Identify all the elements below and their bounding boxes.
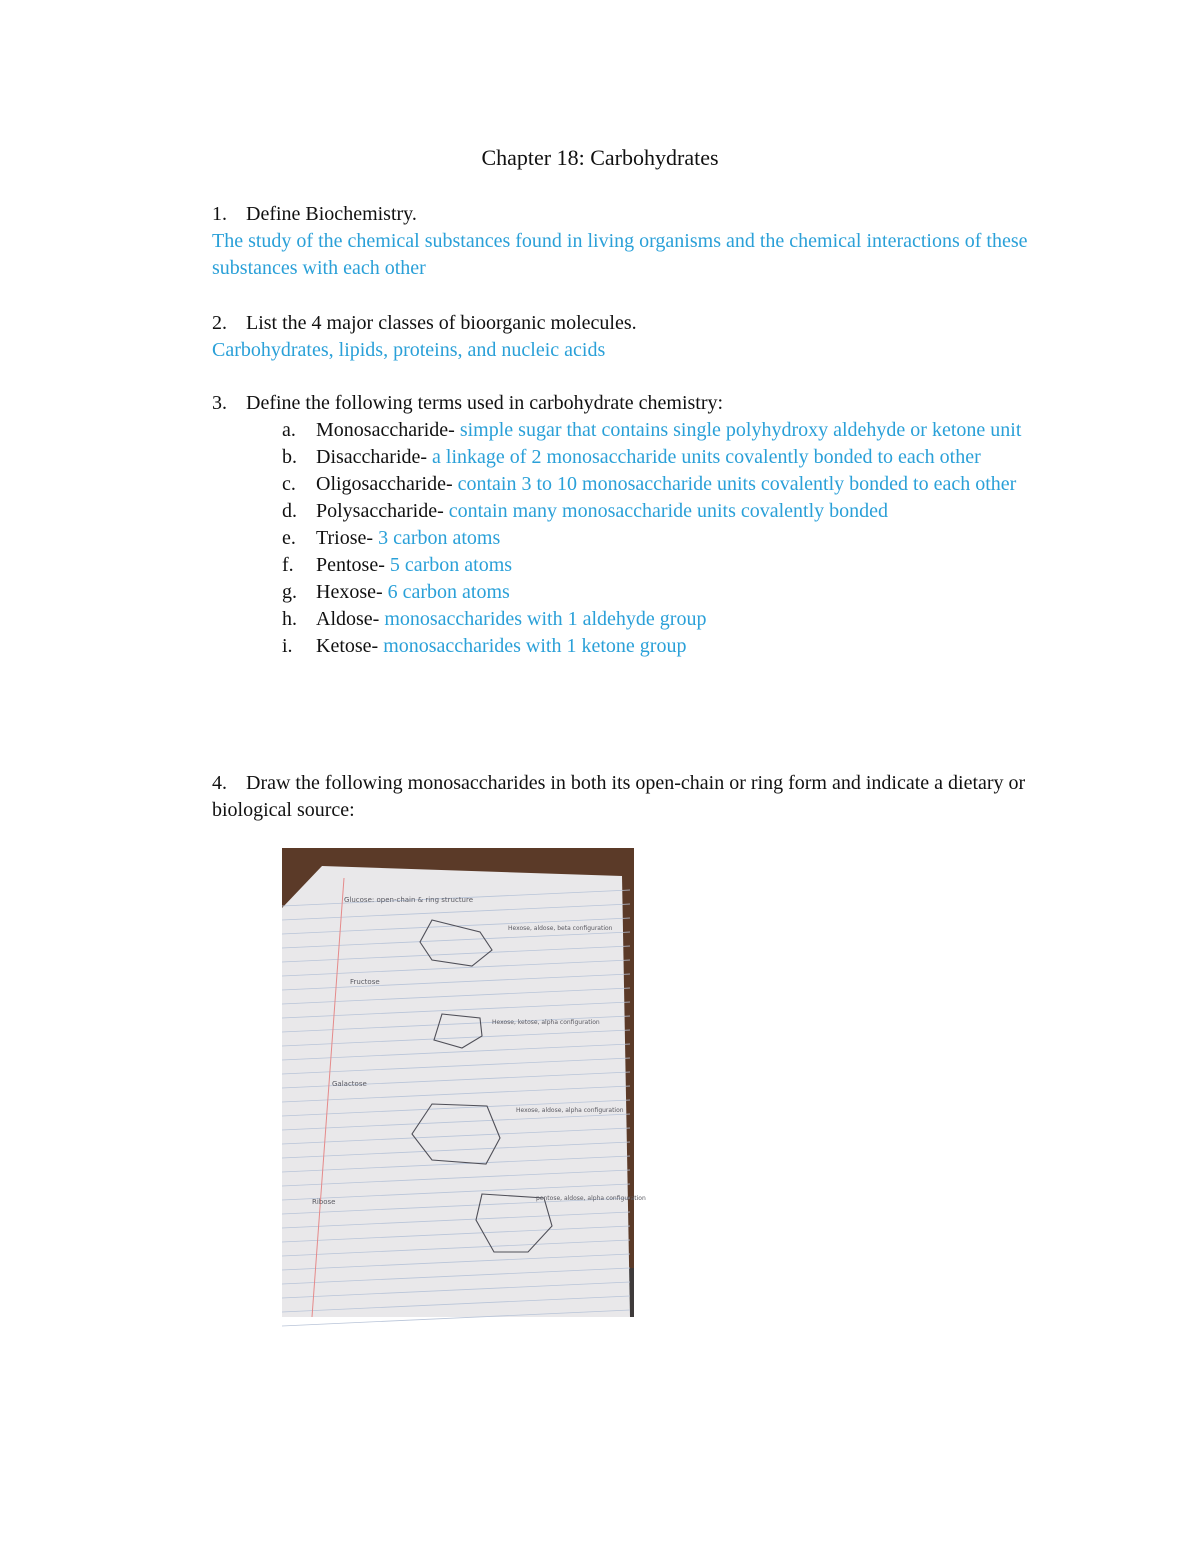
question-number: 1. bbox=[212, 203, 227, 225]
term-name: Hexose- bbox=[316, 581, 383, 603]
term-letter: g. bbox=[282, 581, 297, 603]
photo-heading: Galactose bbox=[332, 1080, 367, 1088]
term-letter: i. bbox=[282, 635, 293, 657]
term-definition: contain 3 to 10 monosaccharide units covalently bonded to each other bbox=[457, 473, 1017, 495]
term-item bbox=[282, 444, 1072, 471]
question-text: Draw the following monosaccharides in both its open-chain or ring form and indicate a dietary or biological source: bbox=[212, 772, 1026, 821]
term-item bbox=[282, 525, 1072, 552]
term-item bbox=[282, 417, 1072, 444]
photo-heading: Glucose: open-chain & ring structure bbox=[344, 896, 474, 904]
term-letter: h. bbox=[282, 608, 297, 630]
term-definition: 6 carbon atoms bbox=[387, 581, 510, 603]
term-name: Aldose- bbox=[316, 608, 380, 630]
question-4 bbox=[212, 770, 1072, 824]
term-definition: simple sugar that contains single polyhydroxy aldehyde or ketone unit bbox=[459, 419, 1022, 441]
term-name: Monosaccharide- bbox=[316, 419, 455, 441]
question-number: 4. bbox=[212, 772, 227, 794]
question-text: Define Biochemistry. bbox=[246, 203, 417, 225]
term-item bbox=[282, 633, 1072, 660]
question-3 bbox=[212, 390, 1072, 417]
answer-1: The study of the chemical substances found in living organisms and the chemical interactions of these substances with each other bbox=[212, 230, 1028, 279]
term-list bbox=[282, 417, 1072, 660]
term-name: Ketose- bbox=[316, 635, 379, 657]
answer-2: Carbohydrates, lipids, proteins, and nucleic acids bbox=[212, 339, 606, 361]
term-definition: 5 carbon atoms bbox=[389, 554, 513, 576]
term-item bbox=[282, 579, 1072, 606]
term-item bbox=[282, 606, 1072, 633]
question-number: 3. bbox=[212, 392, 227, 414]
question-text: Define the following terms used in carbohydrate chemistry: bbox=[246, 392, 724, 414]
photo-note: Hexose, ketose, alpha configuration bbox=[492, 1019, 600, 1026]
question-1 bbox=[212, 201, 1072, 228]
term-name: Pentose- bbox=[316, 554, 385, 576]
photo-note: Hexose, aldose, alpha configuration bbox=[516, 1107, 624, 1114]
term-letter: f. bbox=[282, 554, 294, 576]
term-item bbox=[282, 552, 1072, 579]
term-letter: c. bbox=[282, 473, 296, 495]
question-number: 2. bbox=[212, 312, 227, 334]
term-definition: a linkage of 2 monosaccharide units covalently bonded to each other bbox=[432, 446, 981, 468]
term-definition: monosaccharides with 1 ketone group bbox=[383, 635, 687, 657]
term-name: Disaccharide- bbox=[316, 446, 428, 468]
question-2 bbox=[212, 310, 1072, 337]
term-letter: e. bbox=[282, 527, 296, 549]
term-item bbox=[282, 471, 1072, 498]
notebook-photo bbox=[282, 848, 646, 1317]
term-definition: 3 carbon atoms bbox=[378, 527, 501, 549]
term-letter: a. bbox=[282, 419, 296, 441]
term-name: Triose- bbox=[316, 527, 374, 549]
question-text: List the 4 major classes of bioorganic molecules. bbox=[246, 312, 637, 334]
page-title: Chapter 18: Carbohydrates bbox=[481, 145, 719, 170]
photo-heading: Ribose bbox=[312, 1198, 336, 1206]
term-definition: contain many monosaccharide units covalently bonded bbox=[448, 500, 889, 522]
notebook-photo-drawing bbox=[282, 848, 646, 1317]
photo-note: pentose, aldose, alpha configuration bbox=[536, 1195, 646, 1202]
term-letter: b. bbox=[282, 446, 297, 468]
term-definition: monosaccharides with 1 aldehyde group bbox=[384, 608, 707, 630]
term-name: Oligosaccharide- bbox=[316, 473, 453, 495]
term-letter: d. bbox=[282, 500, 297, 522]
term-name: Polysaccharide- bbox=[316, 500, 444, 522]
photo-heading: Fructose bbox=[350, 978, 380, 986]
term-item bbox=[282, 498, 1072, 525]
photo-note: Hexose, aldose, beta configuration bbox=[508, 925, 613, 932]
